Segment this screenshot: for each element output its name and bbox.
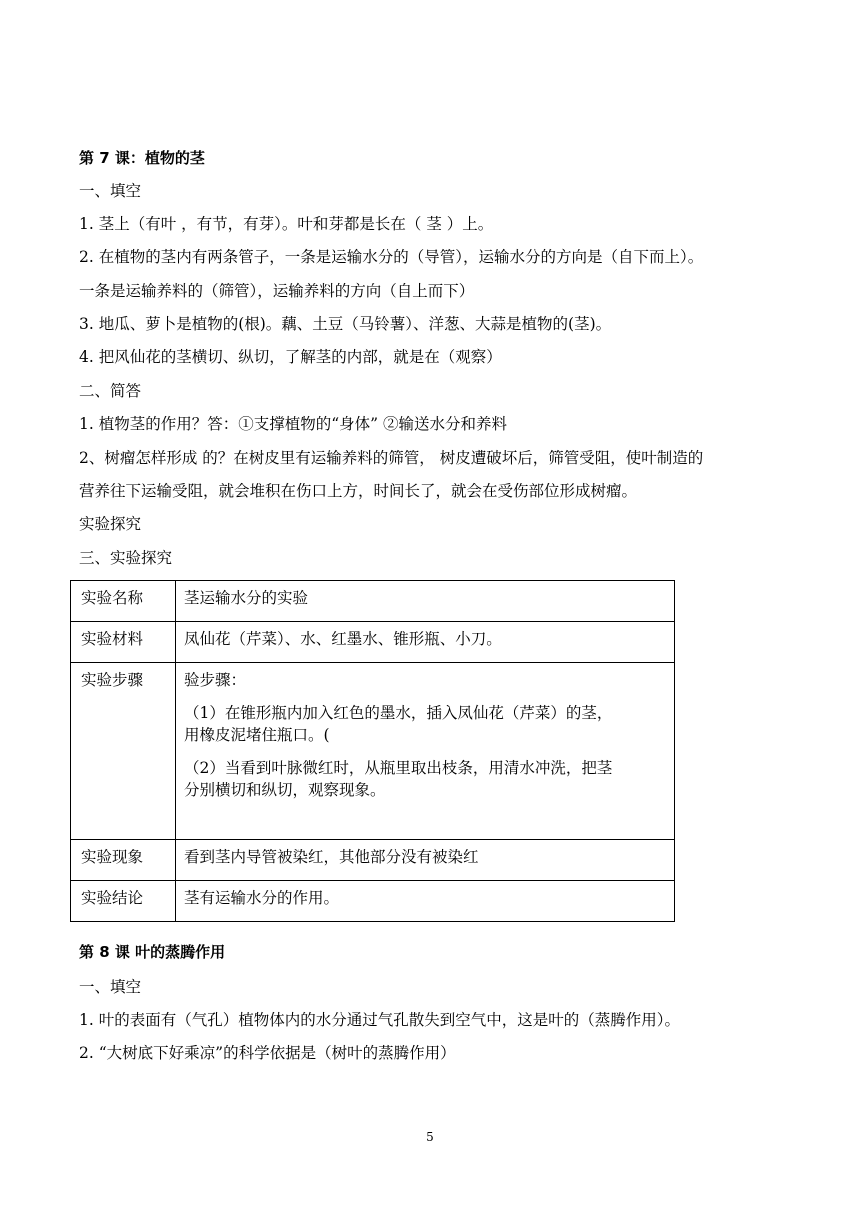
table-cell-steps [176,663,675,840]
table-cell-label: 实验现象 [71,840,176,881]
lesson7-q2-line1: 2. 在植物的茎内有两条管子，一条是运输水分的（导管），运输水分的方向是（自下而上）。 [79,248,704,266]
lesson7-q3: 3. 地瓜、萝卜是植物的(根)。藕、土豆（马铃薯）、洋葱、大蒜是植物的(茎)。 [79,315,612,333]
lesson7-q2-line2: 一条是运输养料的（筛管），运输养料的方向（自上而下） [79,282,475,300]
step-2-line-2: 分别横切和纵切，观察现象。 [184,781,386,799]
lesson7-a2-line1: 2、树瘤怎样形成 的？在树皮里有运输养料的筛管， 树皮遭破坏后，筛管受阻，使叶制造的 [79,449,704,467]
step-2-line-1: （2）当看到叶脉微红时，从瓶里取出枝条，用清水冲洗，把茎 [184,759,613,777]
lesson8-section-fill: 一、填空 [79,978,142,996]
lesson8-q2: 2. “大树底下好乘凉”的科学依据是（树叶的蒸腾作用） [79,1044,456,1062]
table-cell-value: 看到茎内导管被染红，其他部分没有被染红 [176,840,675,881]
lesson7-q1: 1. 茎上（有叶 ，有节，有芽）。叶和芽都是长在（ 茎 ）上。 [79,215,494,233]
table-cell-value: 茎运输水分的实验 [176,581,675,622]
lesson8-q1: 1. 叶的表面有（气孔）植物体内的水分通过气孔散失到空气中，这是叶的（蒸腾作用）。 [79,1011,680,1029]
step-1-line-1: （1）在锥形瓶内加入红色的墨水，插入凤仙花（芹菜）的茎， [184,704,613,722]
table-row [71,581,675,622]
lesson7-q4: 4. 把风仙花的茎横切、纵切，了解茎的内部，就是在（观察） [79,348,502,366]
table-cell-value: 茎有运输水分的作用。 [176,881,675,922]
table-cell-label: 实验材料 [71,622,176,663]
step-1-line-2: 用橡皮泥堵住瓶口。( [184,726,330,744]
lesson8-title: 第 8 课 叶的蒸腾作用 [79,943,226,961]
table-cell-label: 实验步骤 [71,663,176,840]
table-row [71,840,675,881]
table-cell-label: 实验名称 [71,581,176,622]
table-row [71,622,675,663]
lesson7-title: 第 7 课：植物的茎 [79,149,205,167]
lesson7-section-answer: 二、简答 [79,382,142,400]
table-cell-label: 实验结论 [71,881,176,922]
lesson7-section-fill: 一、填空 [79,182,142,200]
lesson7-extra-label: 实验探究 [79,515,142,533]
table-cell-value: 凤仙花（芹菜）、水、红墨水、锥形瓶、小刀。 [176,622,675,663]
table-row [71,663,675,840]
table-row [71,881,675,922]
lesson7-a1: 1. 植物茎的作用？答：①支撑植物的“身体” ②输送水分和养料 [79,415,507,433]
lesson7-a2-line2: 营养往下运输受阻，就会堆积在伤口上方，时间长了，就会在受伤部位形成树瘤。 [79,482,638,500]
steps-title: 验步骤： [184,671,247,689]
page-number: 5 [426,1130,434,1144]
lesson7-section-experiment: 三、实验探究 [79,549,173,567]
experiment-table [70,580,675,922]
